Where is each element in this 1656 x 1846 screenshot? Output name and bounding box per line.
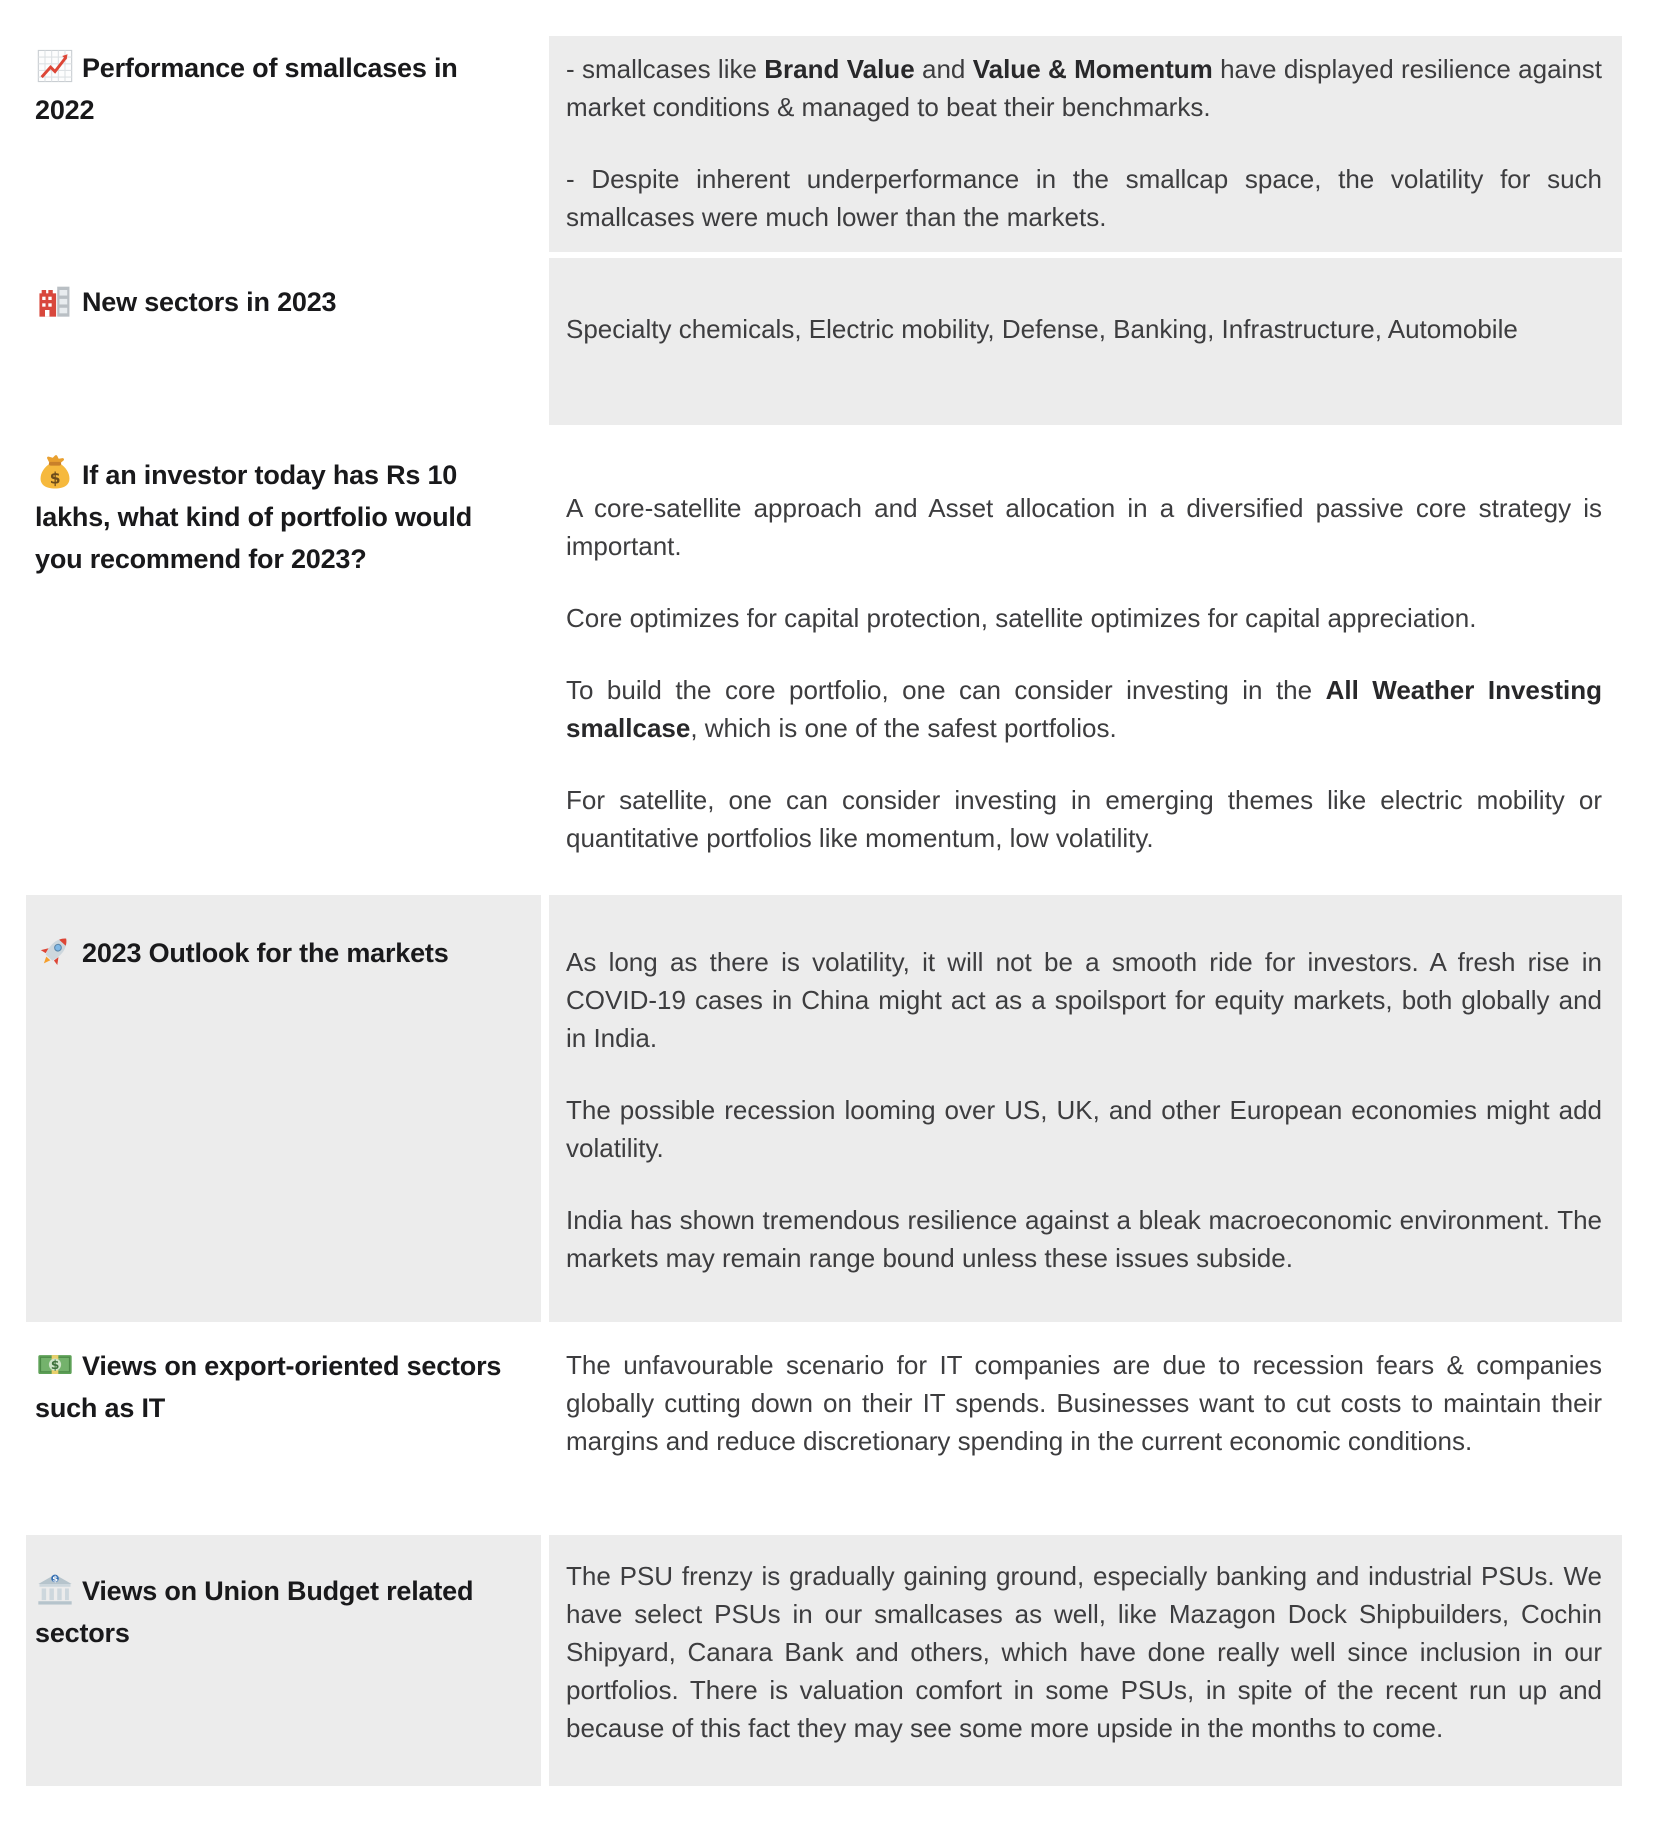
answer-text: To build the core portfolio, one can consider investing in the xyxy=(566,675,1326,705)
answer-paragraph xyxy=(566,160,1602,236)
dollar-banknote-icon xyxy=(35,1344,75,1384)
answer-bold-text: Brand Value xyxy=(764,54,915,84)
answer-cell xyxy=(549,895,1622,1322)
answer-text: For satellite, one can consider investing in emerging themes like electric mobility or quantitative portfolios like momentum, low volatility. xyxy=(566,785,1602,853)
bank-icon xyxy=(35,1569,75,1609)
question-cell xyxy=(26,425,541,895)
question-heading xyxy=(35,453,507,580)
answer-cell xyxy=(549,36,1622,252)
answer-paragraph xyxy=(566,781,1602,857)
answer-text: and xyxy=(914,54,973,84)
answer-text: The possible recession looming over US, UK, and other European economies might add volatility. xyxy=(566,1095,1602,1163)
qa-row xyxy=(26,1535,1622,1786)
qa-row xyxy=(26,258,1622,425)
question-cell xyxy=(26,895,541,1322)
answer-text: - Despite inherent underperformance in the smallcap space, the volatility for such smallcases were much lower than the markets. xyxy=(566,164,1602,232)
money-bag-icon xyxy=(35,453,75,493)
qa-row xyxy=(26,895,1622,1322)
question-label: 2023 Outlook for the markets xyxy=(82,938,449,968)
question-cell xyxy=(26,1535,541,1786)
qa-row xyxy=(26,36,1622,252)
answer-cell xyxy=(549,425,1622,895)
answer-cell xyxy=(549,258,1622,425)
answer-text: , which is one of the safest portfolios. xyxy=(690,713,1117,743)
answer-paragraph xyxy=(566,50,1602,126)
answer-paragraph xyxy=(566,1201,1602,1277)
question-heading xyxy=(35,1344,507,1429)
question-cell xyxy=(26,1322,541,1535)
answer-paragraph xyxy=(566,1557,1602,1747)
rocket-icon xyxy=(35,931,75,971)
svg-text:$: $ xyxy=(50,1358,60,1372)
answer-text: The unfavourable scenario for IT companies are due to recession fears & companies globally cutting down on their IT spends. Businesses want to cut costs to maintain their margins and reduce discretionary spending in the current economic conditions. xyxy=(566,1350,1602,1456)
answer-paragraph xyxy=(566,489,1602,565)
question-cell xyxy=(26,36,541,252)
question-label: Views on Union Budget related sectors xyxy=(35,1576,474,1648)
factory-buildings-icon xyxy=(35,280,75,320)
question-heading xyxy=(35,1569,507,1654)
answer-text: Specialty chemicals, Electric mobility, Defense, Banking, Infrastructure, Automobile xyxy=(566,314,1518,344)
svg-text:$: $ xyxy=(49,469,61,488)
answer-text: The PSU frenzy is gradually gaining ground, especially banking and industrial PSUs. We have select PSUs in our smallcases as well, like Mazagon Dock Shipbuilders, Cochin Shipyard, Canara Bank and others, which have done really well since inclusion in our portfolios. There is valuation comfort in some PSUs, in spite of the recent run up and because of this fact they may see some more upside in the months to come. xyxy=(566,1561,1602,1743)
question-label: Views on export-oriented sectors such as IT xyxy=(35,1351,502,1423)
answer-text: As long as there is volatility, it will not be a smooth ride for investors. A fresh rise in COVID-19 cases in China might act as a spoilsport for equity markets, both globally and in India. xyxy=(566,947,1602,1053)
question-label: Performance of smallcases in 2022 xyxy=(35,53,458,125)
chart-increasing-icon xyxy=(35,46,75,86)
answer-text: A core-satellite approach and Asset allocation in a diversified passive core strategy is important. xyxy=(566,493,1602,561)
answer-bold-text: All Weather Investing smallcase xyxy=(566,675,1602,743)
qa-row xyxy=(26,1322,1622,1535)
question-label: If an investor today has Rs 10 lakhs, what kind of portfolio would you recommend for 2023? xyxy=(35,460,472,574)
answer-text: have displayed resilience against market conditions & managed to beat their benchmarks. xyxy=(566,54,1603,122)
answer-text: Core optimizes for capital protection, satellite optimizes for capital appreciation. xyxy=(566,603,1477,633)
qa-row xyxy=(26,425,1622,895)
answer-cell xyxy=(549,1322,1622,1535)
svg-text:$: $ xyxy=(52,1573,58,1584)
answer-cell xyxy=(549,1535,1622,1786)
answer-paragraph xyxy=(566,943,1602,1057)
question-heading xyxy=(35,931,507,974)
qa-table xyxy=(26,36,1622,1786)
question-heading xyxy=(35,280,507,323)
question-label: New sectors in 2023 xyxy=(82,287,337,317)
question-heading xyxy=(35,46,507,131)
answer-paragraph xyxy=(566,1091,1602,1167)
answer-paragraph xyxy=(566,599,1602,637)
question-cell xyxy=(26,258,541,425)
answer-text: India has shown tremendous resilience against a bleak macroeconomic environment. The markets may remain range bound unless these issues subside. xyxy=(566,1205,1602,1273)
answer-paragraph xyxy=(566,310,1602,348)
answer-paragraph xyxy=(566,1346,1602,1460)
answer-paragraph xyxy=(566,671,1602,747)
answer-bold-text: Value & Momentum xyxy=(972,54,1213,84)
answer-text: - smallcases like xyxy=(566,54,765,84)
